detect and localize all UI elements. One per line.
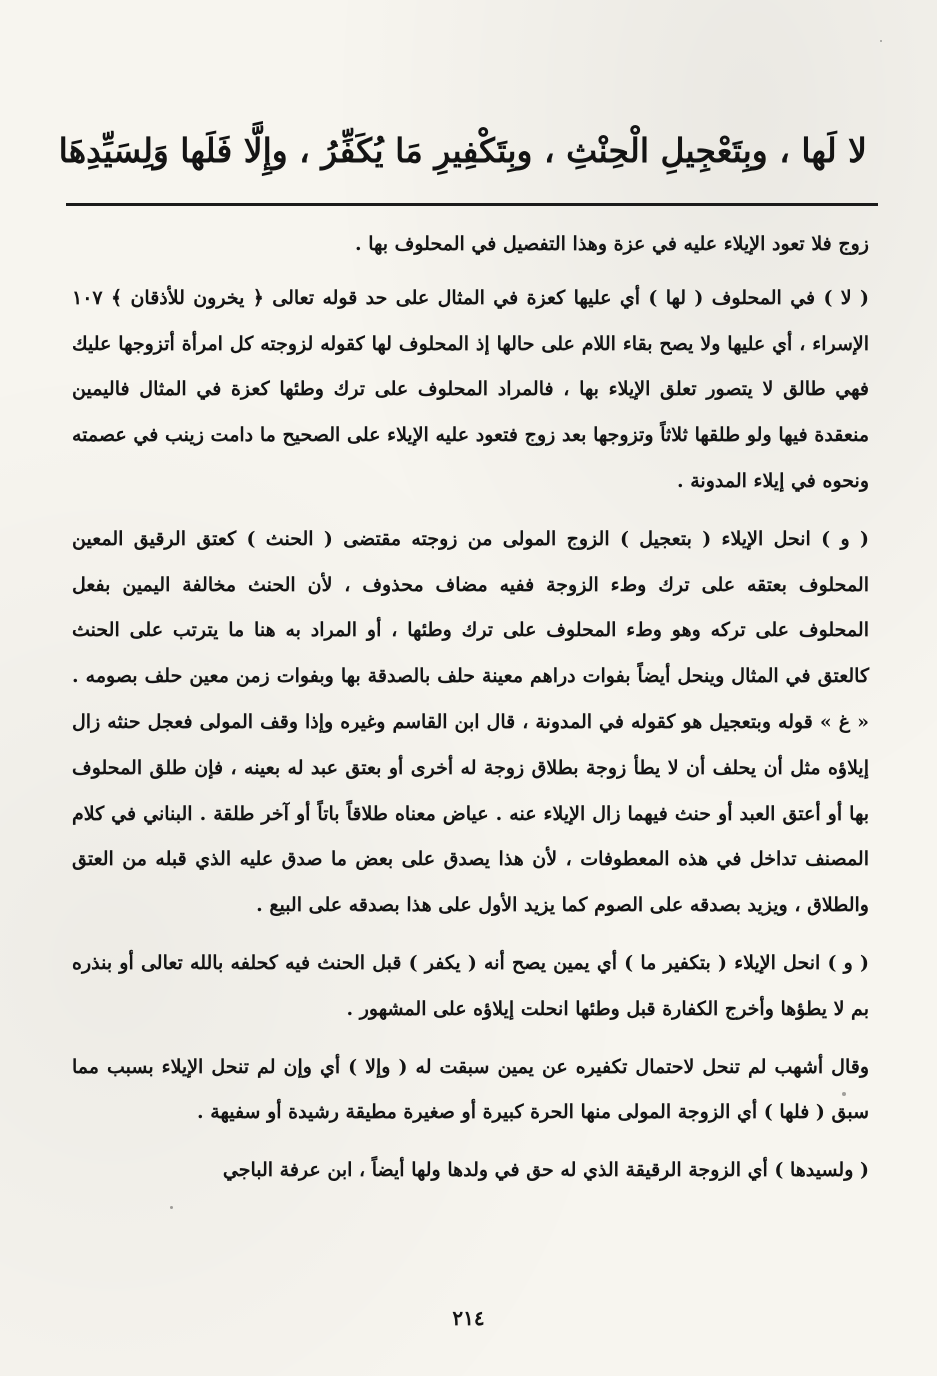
ink-speck xyxy=(170,1206,173,1209)
main-text xyxy=(72,222,869,1206)
page-number: ٢١٤ xyxy=(452,1306,485,1330)
ink-speck xyxy=(842,1092,846,1096)
header-title: لا لَها ، وبِتَعْجِيلِ الْحِنْثِ ، وبِتَكْفِيرِ مَا يُكَفِّرُ ، وإِلَّا فَلَها وَلِسَيِّدِهَا xyxy=(58,131,867,170)
header-divider xyxy=(66,203,878,206)
paragraph: ( و ) انحل الإيلاء ( بتكفير ما ) أي يمين يصح أنه ( يكفر ) قبل الحنث فيه كحلفه بالله تعالى أو بنذره بم لا يطؤها وأخرج الكفارة قبل وطئها انحلت إيلاؤه على المشهور . xyxy=(72,951,869,1020)
paragraph: زوج فلا تعود الإيلاء عليه في عزة وهذا التفصيل في المحلوف بها . xyxy=(354,233,869,255)
running-header xyxy=(58,120,867,190)
ink-speck xyxy=(880,40,882,42)
paragraph: ( و ) انحل الإيلاء ( بتعجيل ) الزوج المولى من زوجته مقتضى ( الحنث ) كعتق الرقيق المعين المحلوف بعتقه على ترك وطء الزوجة ففيه مضاف محذوف ، لأن الحنث مخالفة اليمين بفعل المحلوف على تركه وهو وطء المحلوف على ترك وطئها ، أو المراد به هنا ما يترتب على الحنث كالعتق في المثال وينحل أيضاً بفوات دراهم معينة حلف بالصدقة بها وبفوات زمن معين حلف بصومه . « غ » قوله وبتعجيل هو كقوله في المدونة ، قال ابن القاسم وغيره وإذا وقف المولى فعجل حنثه زال إيلاؤه مثل أن يحلف أن لا يطأ زوجة بطلاق زوجة له أخرى أو بعتق عبد له بعينه ، فإن طلق المحلوف بها أو أعتق العبد أو حنث فيهما زال الإيلاء عنه . عياض معناه طلاقاً باتاً أو آخر طلقة . البناني في كلام المصنف تداخل في هذه المعطوفات ، لأن هذا يصدق على بعض ما صدق عليه الذي قبله من العتق والطلاق ، ويزيد بصدقه على الصوم كما يزيد الأول على هذا بصدقه على البيع . xyxy=(72,527,869,917)
paragraph: ( ولسيدها ) أي الزوجة الرقيقة الذي له حق في ولدها ولها أيضاً ، ابن عرفة الباجي xyxy=(222,1159,869,1182)
paragraph: وقال أشهب لم تنحل لاحتمال تكفيره عن يمين سبقت له ( وإلا ) أي وإن لم تنحل الإيلاء بسبب مما سبق ( فلها ) أي الزوجة المولى منها الحرة كبيرة أو صغيرة مطيقة رشيدة أو سفيهة . xyxy=(72,1055,869,1124)
paragraph: ( لا ) في المحلوف ( لها ) أي عليها كعزة في المثال على حد قوله تعالى ﴿ يخرون للأذقان ﴾ ١٠٧ الإسراء ، أي عليها ولا يصح بقاء اللام على حالها إذ المحلوف لها كقوله لزوجته كل امرأة أتزوجها عليك فهي طالق لا يتصور تعلق الإيلاء بها ، فالمراد المحلوف على ترك وطئها كعزة في المثال فاليمين منعقدة فيها ولو طلقها ثلاثاً وتزوجها بعد زوج فتعود عليه الإيلاء على الصحيح ما دامت زينب في عصمته ونحوه في إيلاء المدونة . xyxy=(72,286,869,492)
